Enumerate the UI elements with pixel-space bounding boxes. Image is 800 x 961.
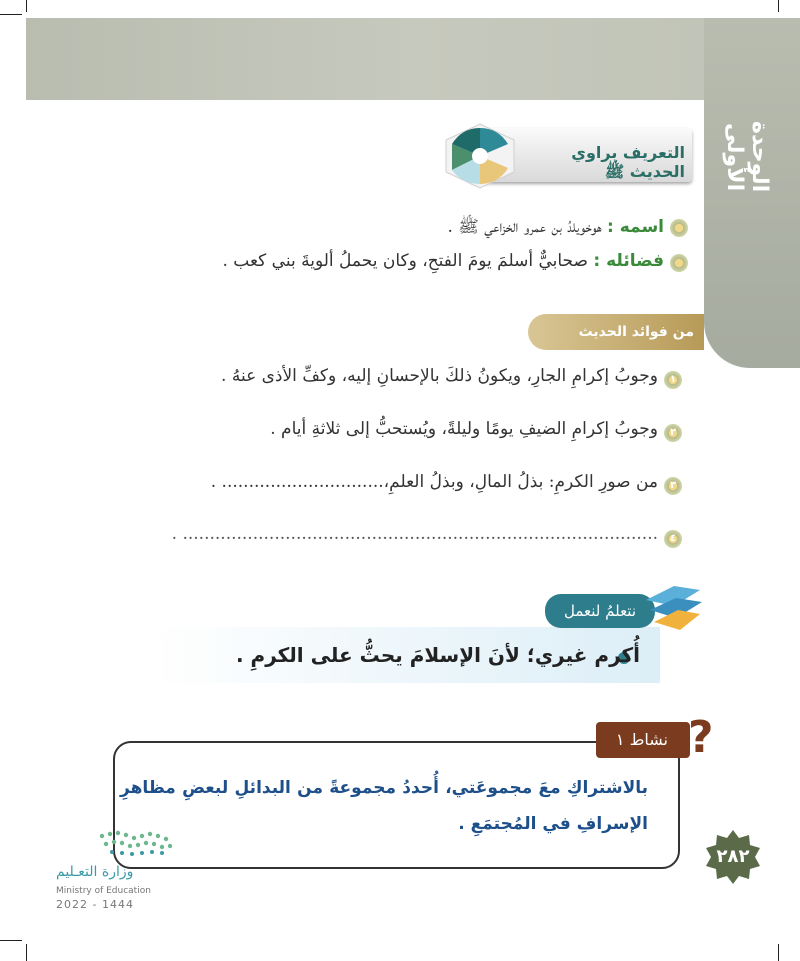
learn-badge: نتعلمُ لنعمل	[545, 594, 655, 628]
learn-text: أُكرم غيري؛ لأنَ الإسلامَ يحثُّ على الكرمِ .	[236, 643, 640, 667]
activity-text: بالاشتراكِ معَ مجموعَتي، أُحددُ مجموعةً من البدائلِ لبعضِ مظاهرِ الإسرافِ في المُجتمَعِ .	[120, 778, 648, 834]
crop-mark	[0, 14, 22, 15]
ministry-name-en: Ministry of Education	[56, 886, 151, 896]
numbered-bullet-icon: ٤	[664, 530, 682, 548]
benefit-item: من صورِ الكرمِ: بذلُ المالِ، وبذلُ العلمِ،.............................. .	[210, 472, 658, 492]
ministry-logo-icon	[92, 826, 182, 858]
virtues-label: فضائله :	[593, 251, 664, 271]
benefit-item: وجوبُ إكرامِ الضيفِ يومًا وليلةً، ويُستحبُّ إلى ثلاثةِ أيام .	[270, 419, 658, 439]
crop-mark	[0, 940, 22, 941]
narrator-name-line	[300, 216, 664, 241]
numbered-bullet-icon: ١	[664, 371, 682, 389]
flower-bullet-icon	[670, 254, 688, 272]
flower-bullet-icon	[670, 219, 688, 237]
section-emblem-icon	[440, 120, 520, 192]
name-text: هوخويلدُ بن عمرو الخزاعي ﷺ .	[447, 217, 602, 237]
numbered-bullet-icon: ٣	[664, 477, 682, 495]
crop-mark	[778, 0, 779, 12]
unit-label: الوحدة الأولى	[722, 121, 772, 193]
ministry-name-ar: وزارة التعـليم	[56, 864, 134, 880]
benefit-item: وجوبُ إكرامِ الجارِ، ويكونُ ذلكَ بالإحسانِ إليه، وكفِّ الأذى عنهُ .	[221, 366, 658, 386]
narrator-virtues-line	[150, 251, 664, 271]
crop-mark	[26, 944, 27, 961]
benefits-title: من فوائد الحديث	[528, 314, 704, 350]
book-arrow-icon	[640, 580, 706, 635]
crop-mark	[778, 944, 779, 961]
numbered-bullet-icon: ٢	[664, 424, 682, 442]
name-label: اسمه :	[607, 217, 664, 237]
benefit-item: ........................................................................................ .	[171, 524, 658, 544]
activity-tab: نشاط ١	[596, 722, 690, 758]
section-title: التعريف براوي الحديث ﷺ	[571, 143, 685, 181]
crop-mark	[26, 0, 27, 12]
question-mark-icon: ?	[688, 712, 714, 763]
virtues-text: صحابيٌّ أسلمَ يومَ الفتحِ، وكان يحملُ ألويةَ بني كعب .	[222, 251, 588, 271]
page-number: ٢٨٢	[716, 846, 750, 867]
header-band	[26, 18, 800, 100]
year-label: 2022 - 1444	[56, 898, 134, 911]
